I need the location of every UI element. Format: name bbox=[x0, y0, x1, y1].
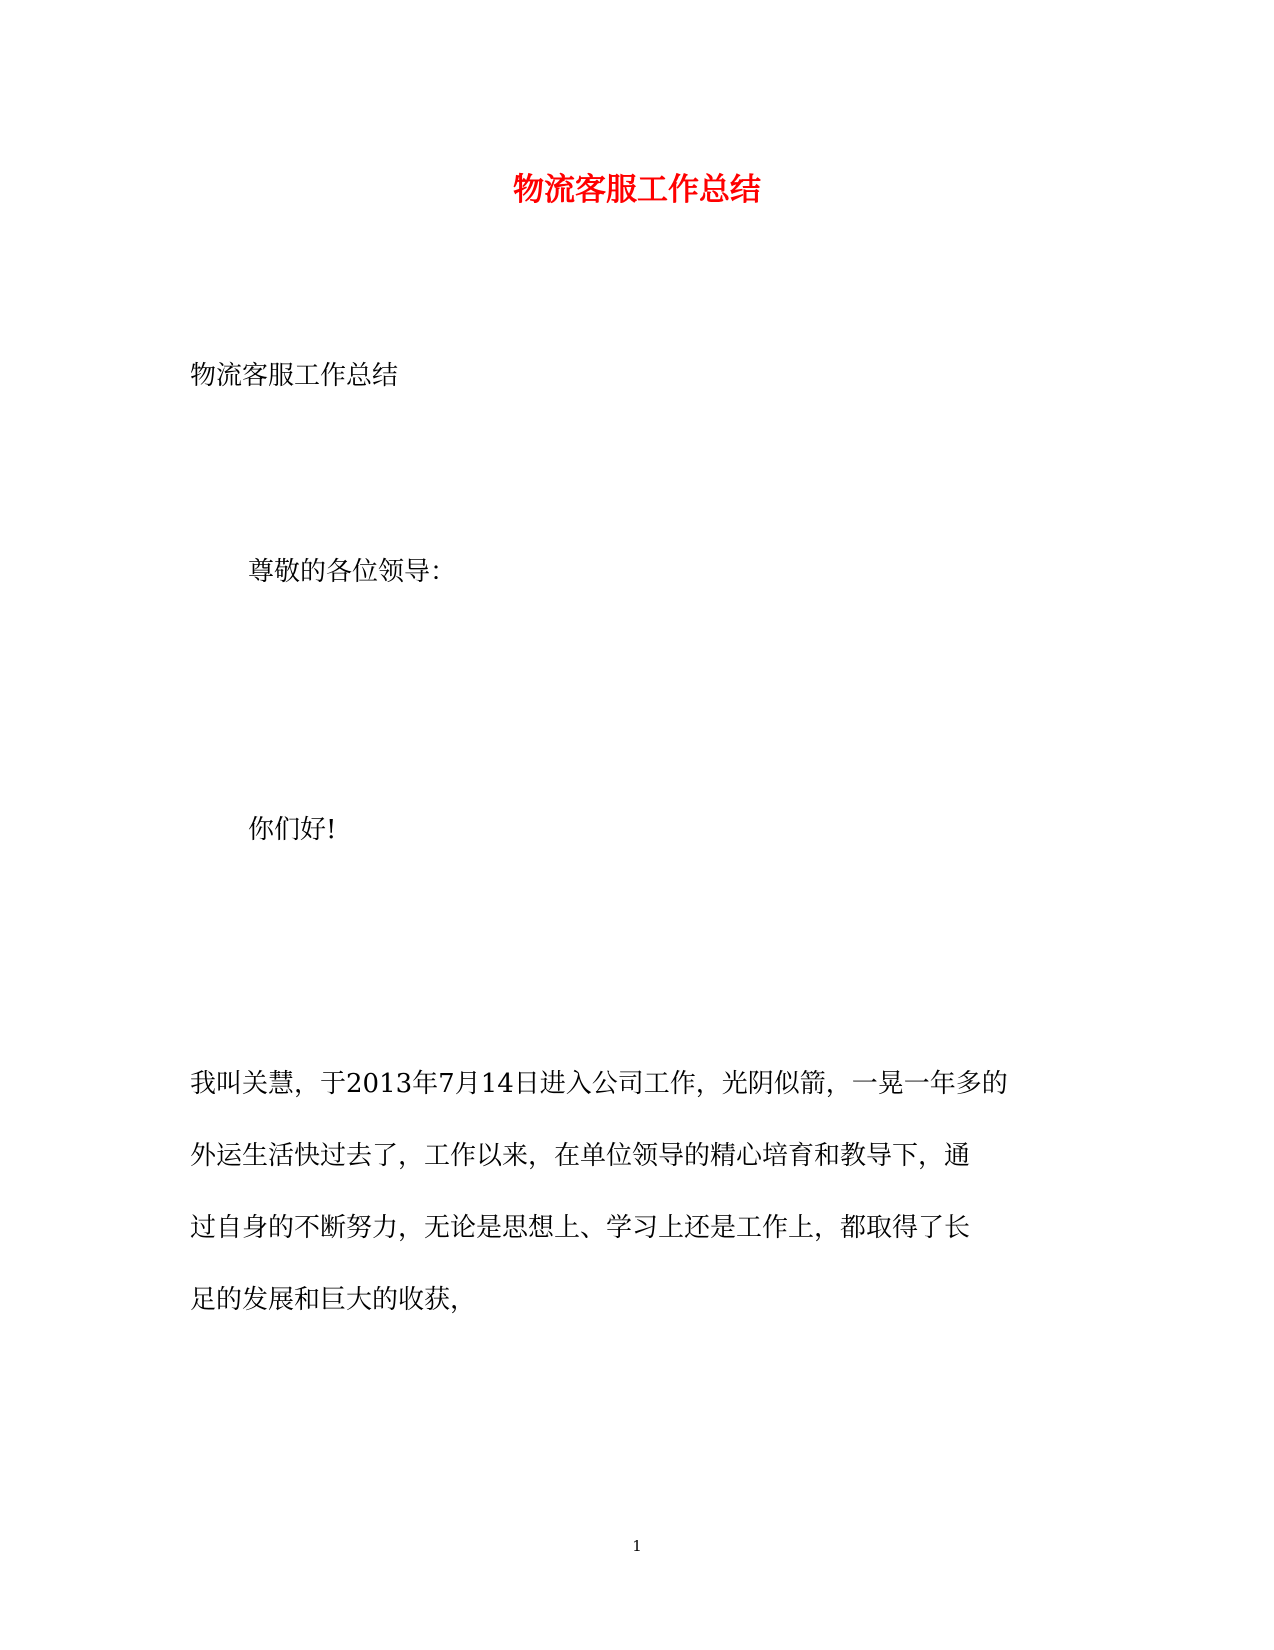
body-line: 外运生活快过去了，工作以来，在单位领导的精心培育和教导下，通 bbox=[190, 1141, 971, 1171]
hello-line: 你们好! bbox=[248, 815, 337, 845]
document-subtitle: 物流客服工作总结 bbox=[190, 361, 399, 391]
greeting-line: 尊敬的各位领导： bbox=[248, 557, 457, 587]
page-number: 1 bbox=[632, 1537, 642, 1555]
body-line: 我叫关慧，于2013年7月14日进入公司工作，光阴似箭，一晃一年多的 bbox=[190, 1069, 1008, 1099]
body-paragraph bbox=[190, 1064, 1090, 1352]
document-title: 物流客服工作总结 bbox=[513, 172, 761, 208]
body-line: 足的发展和巨大的收获， bbox=[190, 1285, 477, 1315]
body-line: 过自身的不断努力，无论是思想上、学习上还是工作上，都取得了长 bbox=[190, 1213, 971, 1243]
